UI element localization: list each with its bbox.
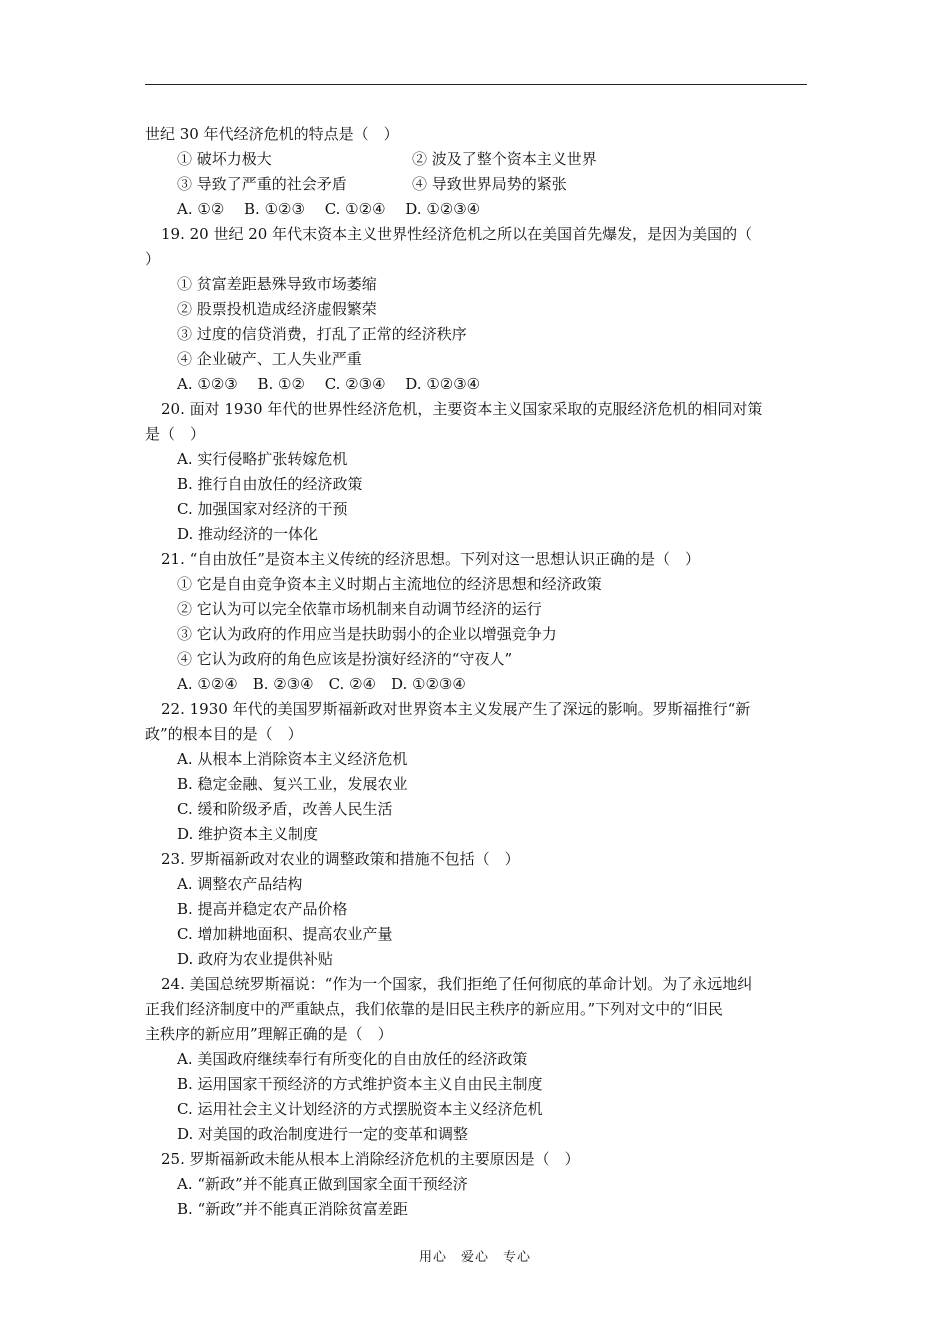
answer-choices: A. ①② B. ①②③ C. ①②④ D. ①②③④ — [177, 200, 481, 218]
option-a: A. “新政”并不能真正做到国家全面干预经济 — [177, 1175, 468, 1193]
option-d: D. 推动经济的一体化 — [177, 525, 319, 543]
question-22-stem: 22. 1930 年代的美国罗斯福新政对世界资本主义发展产生了深远的影响。罗斯福推行“新 — [161, 700, 751, 718]
item-row — [145, 147, 807, 172]
header-rule — [145, 84, 807, 85]
question-23-stem: 23. 罗斯福新政对农业的调整政策和措施不包括（ ） — [161, 850, 520, 868]
question-24-stem-cont: 正我们经济制度中的严重缺点，我们依靠的是旧民主秩序的新应用。”下列对文中的“旧民 — [145, 1000, 723, 1018]
question-content — [145, 122, 807, 1222]
question-stem: 世纪 30 年代经济危机的特点是（ ） — [145, 125, 399, 143]
option-b: B. 推行自由放任的经济政策 — [177, 475, 363, 493]
option-d: D. 对美国的政治制度进行一定的变革和调整 — [177, 1125, 469, 1143]
list-item: ④ 企业破产、工人失业严重 — [177, 350, 362, 368]
list-item: ② 波及了整个资本主义世界 — [412, 150, 597, 168]
question-19-stem: 19. 20 世纪 20 年代末资本主义世界性经济危机之所以在美国首先爆发，是因为美国的（ — [161, 225, 753, 243]
option-b: B. “新政”并不能真正消除贫富差距 — [177, 1200, 408, 1218]
question-25-stem: 25. 罗斯福新政未能从根本上消除经济危机的主要原因是（ ） — [161, 1150, 580, 1168]
list-item: ③ 导致了严重的社会矛盾 — [177, 175, 347, 193]
list-item: ③ 过度的信贷消费，打乱了正常的经济秩序 — [177, 325, 467, 343]
option-c: C. 加强国家对经济的干预 — [177, 500, 348, 518]
option-a: A. 美国政府继续奉行有所变化的自由放任的经济政策 — [177, 1050, 528, 1068]
list-item: ① 它是自由竞争资本主义时期占主流地位的经济思想和经济政策 — [177, 575, 602, 593]
item-row — [145, 172, 807, 197]
option-b: B. 稳定金融、复兴工业，发展农业 — [177, 775, 408, 793]
option-d: D. 政府为农业提供补贴 — [177, 950, 334, 968]
option-a: A. 从根本上消除资本主义经济危机 — [177, 750, 408, 768]
list-item: ① 贫富差距悬殊导致市场萎缩 — [177, 275, 377, 293]
list-item: ② 它认为可以完全依靠市场机制来自动调节经济的运行 — [177, 600, 542, 618]
option-b: B. 运用国家干预经济的方式维护资本主义自由民主制度 — [177, 1075, 543, 1093]
option-a: A. 实行侵略扩张转嫁危机 — [177, 450, 348, 468]
option-c: C. 增加耕地面积、提高农业产量 — [177, 925, 393, 943]
question-24-stem-cont: 主秩序的新应用”理解正确的是（ ） — [145, 1025, 393, 1043]
answer-choices: A. ①②④ B. ②③④ C. ②④ D. ①②③④ — [177, 675, 466, 693]
question-22-stem-cont: 政”的根本目的是（ ） — [145, 725, 303, 743]
option-b: B. 提高并稳定农产品价格 — [177, 900, 348, 918]
list-item: ④ 它认为政府的角色应该是扮演好经济的“守夜人” — [177, 650, 513, 668]
question-20-stem: 20. 面对 1930 年代的世界性经济危机，主要资本主义国家采取的克服经济危机的相同对策 — [161, 400, 763, 418]
list-item: ④ 导致世界局势的紧张 — [412, 175, 567, 193]
question-21-stem: 21. “自由放任”是资本主义传统的经济思想。下列对这一思想认识正确的是（ ） — [161, 550, 700, 568]
option-c: C. 运用社会主义计划经济的方式摆脱资本主义经济危机 — [177, 1100, 543, 1118]
list-item: ③ 它认为政府的作用应当是扶助弱小的企业以增强竞争力 — [177, 625, 557, 643]
question-19-stem-cont: ） — [145, 250, 161, 268]
list-item: ② 股票投机造成经济虚假繁荣 — [177, 300, 377, 318]
question-20-stem-cont: 是（ ） — [145, 425, 206, 443]
option-a: A. 调整农产品结构 — [177, 875, 303, 893]
list-item: ① 破坏力极大 — [177, 150, 272, 168]
question-24-stem: 24. 美国总统罗斯福说：“作为一个国家，我们拒绝了任何彻底的革命计划。为了永远地纠 — [161, 975, 753, 993]
page-footer: 用心 爱心 专心 — [418, 1250, 531, 1265]
option-d: D. 维护资本主义制度 — [177, 825, 319, 843]
answer-choices: A. ①②③ B. ①② C. ②③④ D. ①②③④ — [177, 375, 481, 393]
option-c: C. 缓和阶级矛盾，改善人民生活 — [177, 800, 393, 818]
